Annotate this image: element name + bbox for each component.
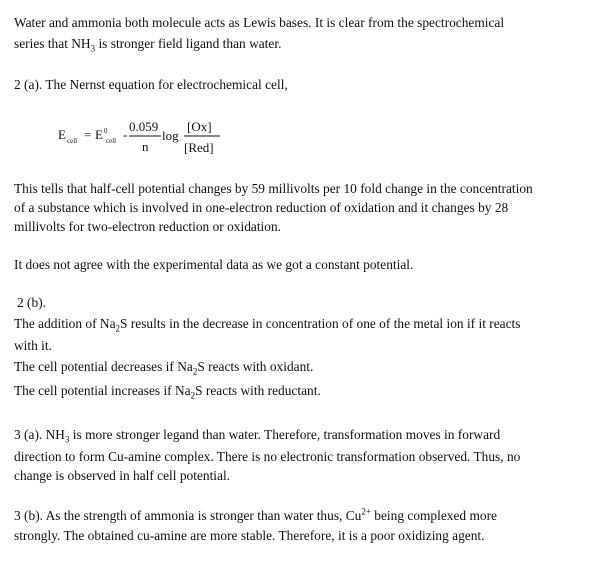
superscript: 2+: [361, 506, 371, 517]
minus-sign: -: [123, 127, 128, 142]
text: being complexed more: [370, 508, 497, 523]
para2-line3: millivolts for two-electron reduction or oxidation.: [14, 219, 282, 234]
section-3b-line2: strongly. The obtained cu-amine are more stable. Therefore, it is a poor oxidizing agent.: [14, 528, 485, 543]
text: is more stronger legand than water. Therefore, transformation moves in forward: [69, 427, 501, 442]
cell-subscript: cell: [67, 137, 78, 145]
text: The cell potential decreases if Na: [14, 359, 193, 374]
subscript: 2: [190, 390, 196, 401]
text: 3 (a). NH: [14, 427, 65, 442]
section-3a-line3: change is observed in half cell potential.: [14, 468, 231, 483]
subscript: 2: [192, 366, 198, 377]
subscript: 3: [64, 434, 70, 445]
section-2b-line3: [14, 359, 313, 375]
section-3a-line2: direction to form Cu-amine complex. There is no electronic transformation observed. Thus, no: [14, 449, 521, 464]
subscript: 2: [115, 323, 121, 334]
section-2b-line4: [14, 383, 321, 399]
section-3b-line1: [14, 508, 497, 524]
para2-line2: of a substance which is involved in one-electron reduction of oxidation and it changes by 28: [14, 200, 509, 215]
section-2b-heading: 2 (b).: [17, 295, 47, 310]
text: S reacts with reductant.: [195, 383, 321, 398]
section-2b-line1: [14, 316, 520, 332]
section-2b-line2: with it.: [14, 338, 52, 353]
e0-subscript: cell: [106, 137, 117, 145]
para2-line1: This tells that half-cell potential changes by 59 millivolts per 10 fold change in the concentration: [14, 181, 533, 196]
log-text: log: [162, 128, 179, 143]
e0-symbol: E: [95, 127, 103, 142]
fraction-numerator: 0.059: [129, 119, 159, 134]
para3-line1: It does not agree with the experimental data as we got a constant potential.: [14, 257, 414, 272]
section-3a-line1: [14, 427, 500, 443]
text: The addition of Na: [14, 316, 116, 331]
text: The cell potential increases if Na: [14, 383, 191, 398]
red-concentration: [Red]: [184, 140, 214, 155]
e0-superscript: 0: [104, 127, 108, 135]
text: 3 (b). As the strength of ammonia is stronger than water thus, Cu: [14, 508, 362, 523]
e-symbol: E: [58, 127, 66, 142]
section-2a-heading: 2 (a). The Nernst equation for electrochemical cell,: [14, 77, 288, 92]
para1-line1: Water and ammonia both molecule acts as Lewis bases. It is clear from the spectrochemical: [14, 15, 505, 30]
text: series that NH: [14, 36, 91, 51]
subscript: 3: [90, 43, 96, 54]
text: is stronger field ligand than water.: [95, 36, 282, 51]
fraction-denominator: n: [142, 139, 149, 154]
text: S results in the decrease in concentration of one of the metal ion if it reacts: [120, 316, 521, 331]
equals-sign: =: [84, 127, 92, 142]
ox-concentration: [Ox]: [187, 119, 212, 134]
text: S reacts with oxidant.: [197, 359, 314, 374]
